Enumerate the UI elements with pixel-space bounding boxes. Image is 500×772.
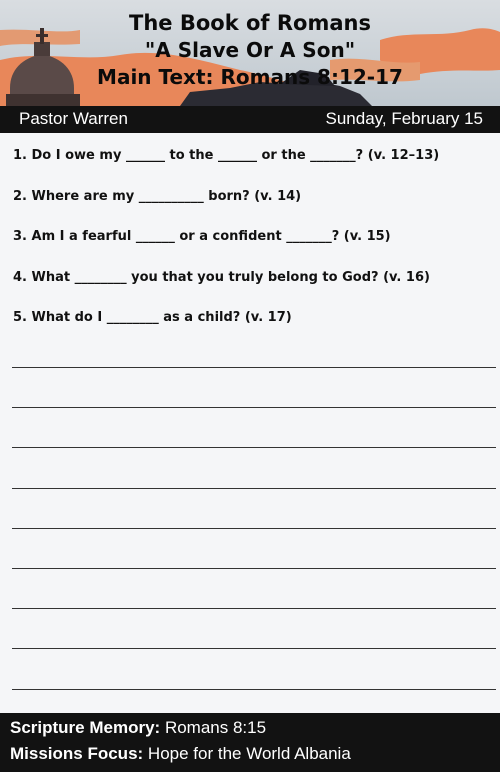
notes-lines <box>12 367 496 690</box>
note-line <box>12 368 496 408</box>
question-item: 1. Do I owe my ______ to the ______ or the _______? (v. 12–13) <box>13 148 440 163</box>
sermon-date: Sunday, February 15 <box>325 109 483 128</box>
scripture-memory <box>10 718 266 738</box>
note-line <box>12 448 496 488</box>
question-item: 2. Where are my __________ born? (v. 14) <box>13 188 302 204</box>
pastor-name: Pastor Warren <box>19 109 128 128</box>
sermon-title: "A Slave Or A Son" <box>144 38 356 62</box>
scripture-memory-value: Romans 8:15 <box>164 718 267 737</box>
main-text-reference: Main Text: Romans 8:12-17 <box>97 65 403 89</box>
header-banner <box>0 0 500 106</box>
info-bar <box>0 106 500 133</box>
question-item: 3. Am I a fearful ______ or a confident _______? (v. 15) <box>13 229 391 244</box>
footer-bar <box>0 713 500 772</box>
missions-focus <box>10 744 351 764</box>
note-line <box>12 408 496 448</box>
question-item: 5. What do I ________ as a child? (v. 17) <box>13 310 292 325</box>
note-line <box>12 489 496 529</box>
sermon-series-title: The Book of Romans <box>129 11 371 35</box>
note-line <box>12 529 496 569</box>
note-line <box>12 569 496 609</box>
note-line <box>12 649 496 689</box>
missions-focus-value: Hope for the World Albania <box>147 744 351 763</box>
banner-title <box>0 10 500 91</box>
question-item: 4. What ________ you that you truly belong to God? (v. 16) <box>13 269 430 285</box>
question-list <box>13 148 493 351</box>
note-line <box>12 609 496 649</box>
missions-focus-label: Missions Focus: <box>10 744 144 763</box>
scripture-memory-label: Scripture Memory: <box>10 718 161 737</box>
